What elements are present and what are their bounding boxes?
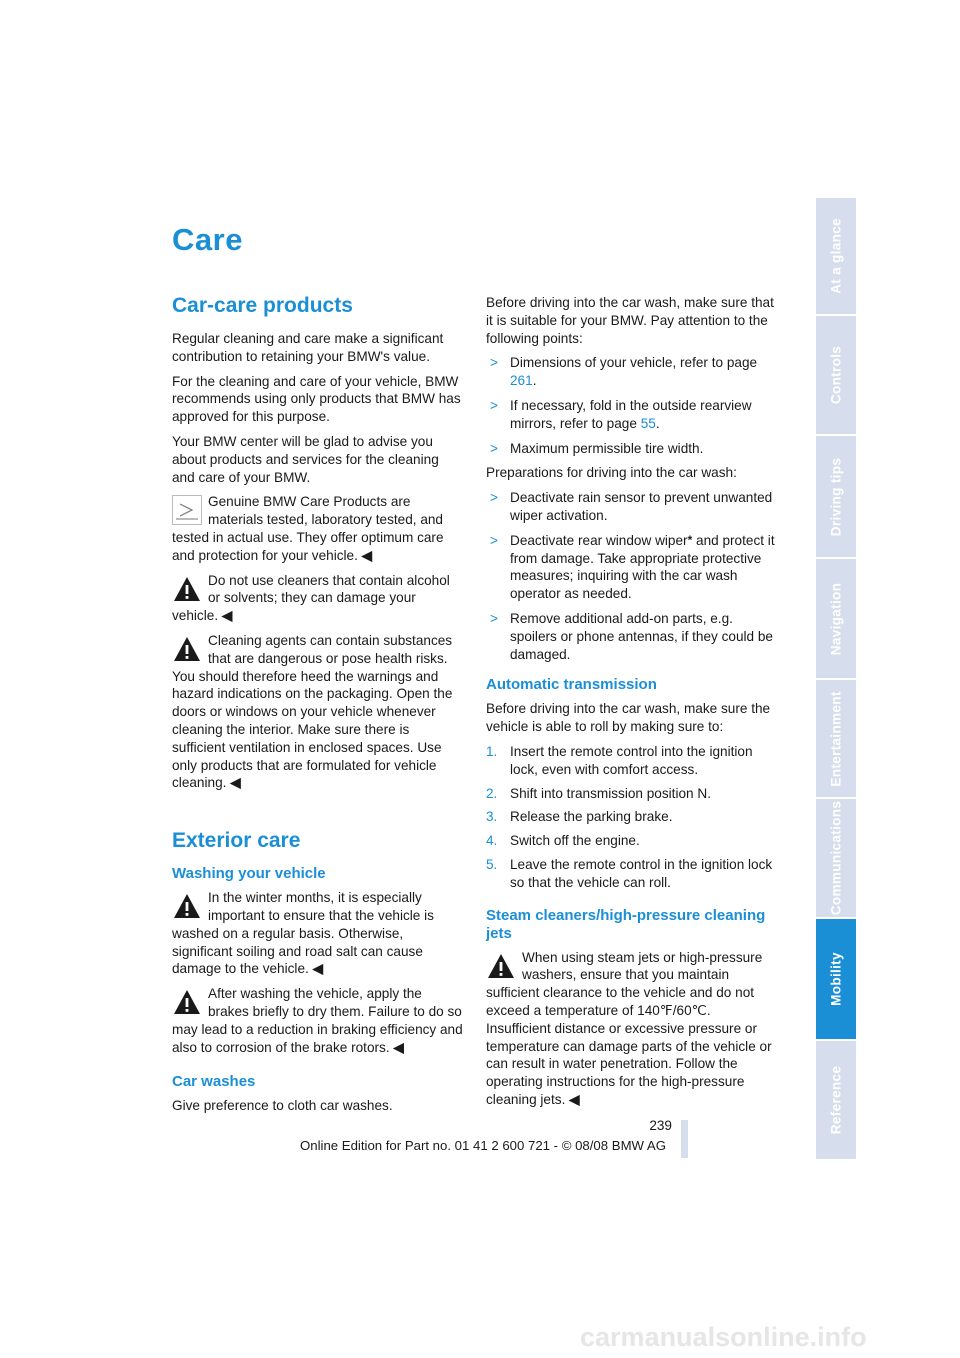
watermark-logo <box>580 1320 960 1358</box>
list-item: > Deactivate rear window wiper* and protect it from damage. Take appropriate protective measures; inquiring with the car wash operator as needed. <box>490 532 775 602</box>
warning-block <box>486 949 778 1109</box>
list-item: > Dimensions of your vehicle, refer to page 261. <box>490 355 758 389</box>
list-item: > Deactivate rain sensor to prevent unwanted wiper activation. <box>490 490 773 523</box>
page-number: 239 <box>649 1118 672 1133</box>
warning-block <box>172 572 464 625</box>
warning-text: When using steam jets or high-pressure washers, ensure that you maintain sufficient clearance to the vehicle and do not exceed a temperature of 140℉/60℃. Insufficient distance or excessive pressure or temperature can damage parts of the vehicle or can result in water penetration. Follow the operating instructions for the high-pressure cleaning jets. ◀ <box>486 949 772 1107</box>
warning-block <box>172 985 464 1056</box>
subheading-steam-cleaners: Steam cleaners/high-pressure cleaning jets <box>486 906 766 942</box>
footer-edition: Online Edition for Part no. 01 41 2 600 721 - © 08/08 BMW AG <box>300 1138 666 1153</box>
warning-text: In the winter months, it is especially important to ensure that the vehicle is washed on a regular basis. Otherwise, significant soiling and road salt can cause damage to the vehicle. ◀ <box>172 890 434 977</box>
sidebar-tab-at-a-glance[interactable]: At a glance <box>816 198 856 314</box>
warning-block <box>172 632 464 792</box>
warning-icon <box>172 987 202 1017</box>
warning-block <box>172 889 464 978</box>
right-column <box>486 294 778 1116</box>
section-heading-exterior-care: Exterior care <box>172 829 301 853</box>
list-item: 4. Switch off the engine. <box>486 833 640 849</box>
sidebar-tab-driving-tips[interactable]: Driving tips <box>816 436 856 557</box>
warning-text: Do not use cleaners that contain alcohol or solvents; they can damage your vehicle. ◀ <box>172 572 450 624</box>
warning-text: After washing the vehicle, apply the brakes briefly to dry them. Failure to do so may lead to a reduction in braking efficiency and also to corrosion of the brake rotors. ◀ <box>172 986 463 1055</box>
sidebar-tab-controls[interactable]: Controls <box>816 316 856 434</box>
sidebar-tab-entertainment[interactable]: Entertainment <box>816 680 856 797</box>
list-item: > Maximum permissible tire width. <box>490 440 704 456</box>
page-link-55[interactable]: 55 <box>640 415 656 431</box>
sidebar-tab-mobility[interactable]: Mobility <box>816 919 856 1039</box>
paragraph: Give preference to cloth car washes. <box>172 1098 393 1114</box>
steps-list <box>486 743 778 892</box>
note-icon <box>172 495 202 525</box>
preparations-list <box>486 489 778 663</box>
warning-icon <box>172 574 202 604</box>
sidebar-tab-communications[interactable]: Communications <box>816 799 856 917</box>
list-item: > If necessary, fold in the outside rearview mirrors, refer to page 55. <box>490 397 752 431</box>
page-number-bar <box>681 1120 688 1158</box>
warning-icon <box>172 634 202 664</box>
list-item: 2. Shift into transmission position N. <box>486 785 711 801</box>
note-text: Genuine BMW Care Products are materials tested, laboratory tested, and tested in actual use. They offer optimum care and protection for your vehicle. ◀ <box>172 494 444 563</box>
paragraph: Preparations for driving into the car wash: <box>486 465 737 481</box>
note-block <box>172 493 464 564</box>
list-item: 3. Release the parking brake. <box>486 809 673 825</box>
paragraph: Before driving into the car wash, make sure the vehicle is able to roll by making sure to: <box>486 701 771 735</box>
warning-icon <box>172 891 202 921</box>
sidebar-tab-reference[interactable]: Reference <box>816 1041 856 1159</box>
paragraph: Regular cleaning and care make a significant contribution to retaining your BMW's value. <box>172 331 444 364</box>
carwash-points-list <box>486 354 778 457</box>
subheading-washing: Washing your vehicle <box>172 865 326 883</box>
sidebar-tab-navigation[interactable]: Navigation <box>816 559 856 678</box>
list-item: > Remove additional add-on parts, e.g. spoilers or phone antennas, if they could be damaged. <box>490 610 773 662</box>
page-link-261[interactable]: 261 <box>510 373 533 389</box>
list-item: 5. Leave the remote control in the ignition lock so that the vehicle can roll. <box>486 856 773 890</box>
paragraph: Your BMW center will be glad to advise you about products and services for the cleaning and care of your BMW. <box>172 433 439 485</box>
subheading-car-washes: Car washes <box>172 1073 256 1091</box>
paragraph: For the cleaning and care of your vehicle, BMW recommends using only products that BMW has approved for this purpose. <box>172 373 461 425</box>
left-column <box>172 294 464 1122</box>
watermark-text: carmanualsonline.info <box>580 1322 867 1352</box>
warning-icon <box>486 951 516 981</box>
page-title: Care <box>172 222 243 257</box>
paragraph: Before driving into the car wash, make sure that it is suitable for your BMW. Pay attention to the following points: <box>486 295 774 346</box>
subheading-automatic-transmission: Automatic transmission <box>486 676 657 694</box>
list-item: 1. Insert the remote control into the ignition lock, even with comfort access. <box>486 743 753 777</box>
warning-text: Cleaning agents can contain substances that are dangerous or pose health risks. You should therefore heed the warnings and hazard indications on the packaging. Open the doors or windows on your vehicle whenever cleaning the interior. Make sure there is sufficient ventilation in enclosed spaces. Use only products that are formulated for vehicle cleaning. ◀ <box>172 632 453 791</box>
section-heading-car-care: Car-care products <box>172 294 353 317</box>
